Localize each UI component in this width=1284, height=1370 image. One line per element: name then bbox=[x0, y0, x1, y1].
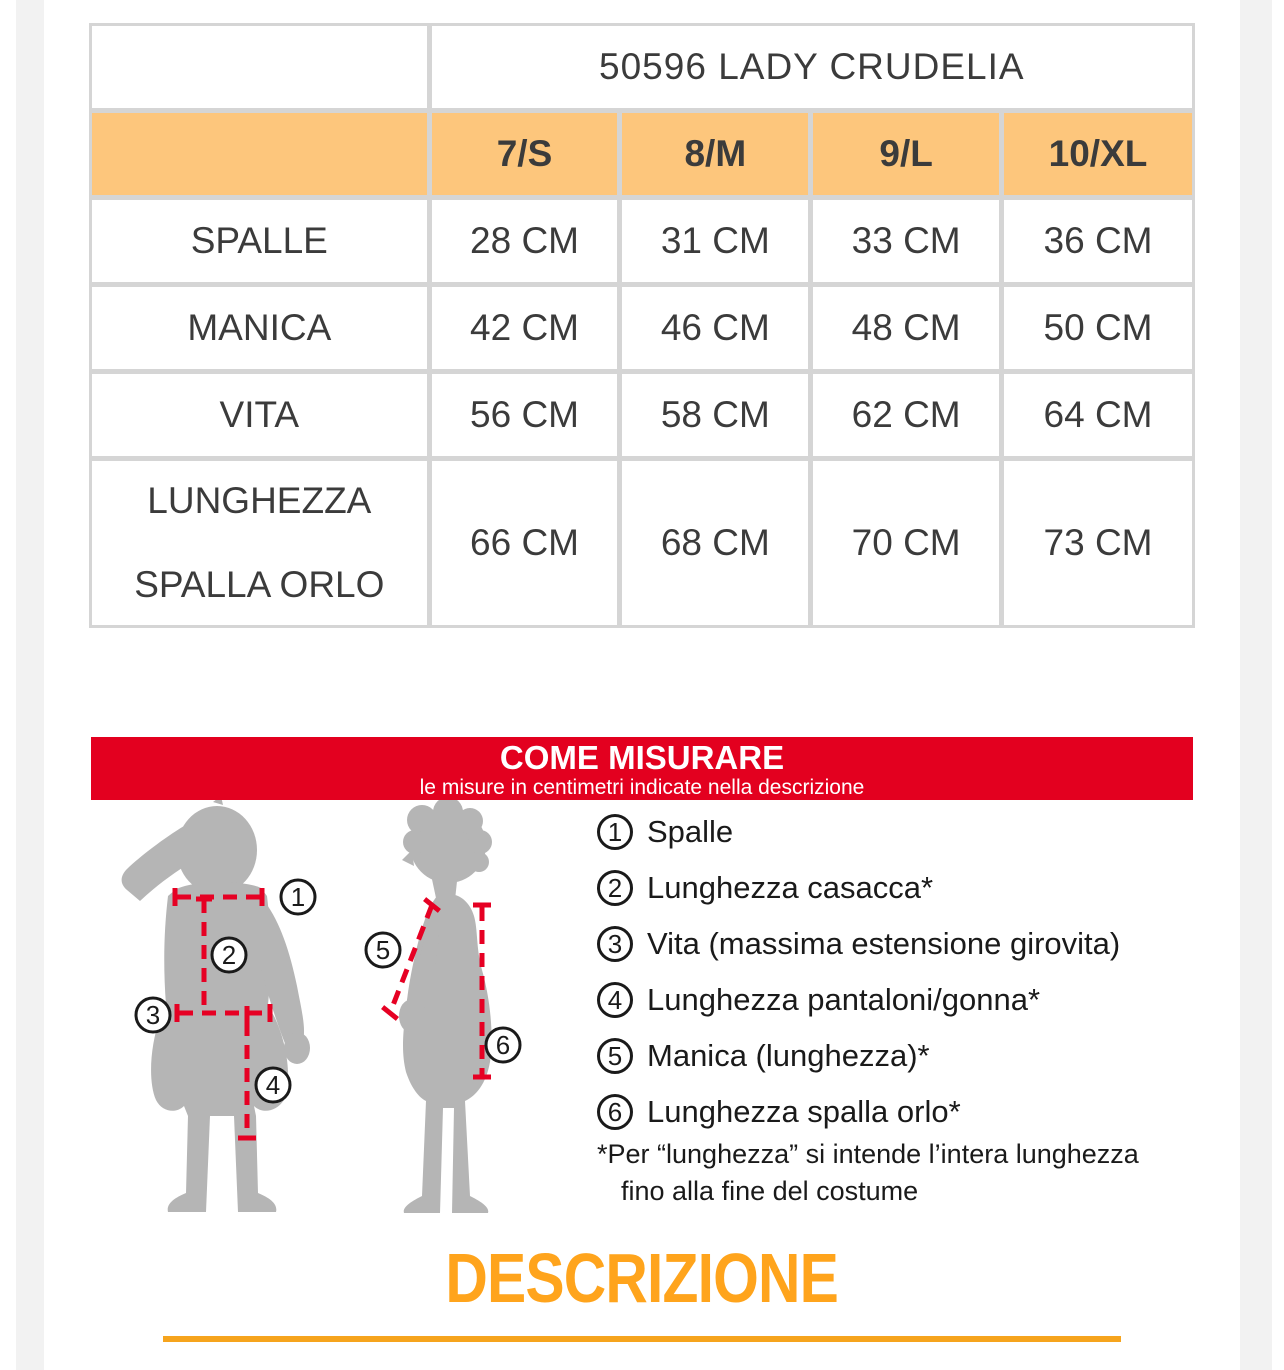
legend-item bbox=[597, 1092, 1120, 1132]
measurement-value: 62 CM bbox=[811, 372, 1002, 459]
measurement-value: 56 CM bbox=[429, 372, 620, 459]
table-row bbox=[91, 372, 1194, 459]
legend-number-circle: 3 bbox=[597, 926, 633, 962]
sizes-header-empty-cell bbox=[91, 111, 430, 198]
size-column-header: 8/M bbox=[620, 111, 811, 198]
how-to-measure-banner bbox=[91, 737, 1193, 800]
measurement-value: 33 CM bbox=[811, 198, 1002, 285]
measurement-value: 70 CM bbox=[811, 459, 1002, 627]
size-table bbox=[89, 23, 1195, 628]
footnote-line: fino alla fine del costume bbox=[621, 1176, 919, 1206]
table-row bbox=[91, 285, 1194, 372]
measurement-value: 73 CM bbox=[1002, 459, 1194, 627]
measurement-value: 36 CM bbox=[1002, 198, 1194, 285]
legend-number-circle: 1 bbox=[597, 814, 633, 850]
figure-marker-1: 1 bbox=[290, 882, 306, 912]
legend-item bbox=[597, 980, 1120, 1020]
measurement-value: 66 CM bbox=[429, 459, 620, 627]
row-label: SPALLE bbox=[91, 198, 430, 285]
measurement-value: 31 CM bbox=[620, 198, 811, 285]
figure-marker-3: 3 bbox=[145, 1000, 161, 1030]
figure-marker-2: 2 bbox=[221, 940, 237, 970]
measurement-value: 64 CM bbox=[1002, 372, 1194, 459]
legend-label: Lunghezza spalla orlo* bbox=[647, 1094, 961, 1129]
legend-item bbox=[597, 812, 1120, 852]
measurement-footnote bbox=[597, 1136, 1139, 1210]
measurement-value: 50 CM bbox=[1002, 285, 1194, 372]
legend-number-circle: 5 bbox=[597, 1038, 633, 1074]
measurement-value: 46 CM bbox=[620, 285, 811, 372]
legend-label: Vita (massima estensione girovita) bbox=[647, 926, 1121, 961]
description-divider bbox=[163, 1336, 1121, 1342]
girl-silhouette-figure bbox=[360, 800, 530, 1220]
figure-marker-5: 5 bbox=[375, 935, 391, 965]
measurement-value: 68 CM bbox=[620, 459, 811, 627]
table-corner-cell bbox=[91, 25, 430, 111]
size-column-header: 10/XL bbox=[1002, 111, 1194, 198]
legend-number-circle: 2 bbox=[597, 870, 633, 906]
measurement-legend bbox=[597, 812, 1120, 1132]
table-row bbox=[91, 198, 1194, 285]
description-heading: DESCRIZIONE bbox=[445, 1239, 839, 1317]
legend-item bbox=[597, 924, 1120, 964]
measurement-value: 48 CM bbox=[811, 285, 1002, 372]
banner-subtitle: le misure in centimetri indicate nella descrizione bbox=[419, 776, 865, 799]
measurement-value: 28 CM bbox=[429, 198, 620, 285]
banner-title: COME MISURARE bbox=[499, 739, 785, 776]
row-label: LUNGHEZZA SPALLA ORLO bbox=[91, 459, 430, 627]
figure-marker-4: 4 bbox=[265, 1070, 281, 1100]
legend-label: Lunghezza pantaloni/gonna* bbox=[647, 982, 1041, 1017]
size-column-header: 9/L bbox=[811, 111, 1002, 198]
boy-silhouette-figure bbox=[120, 800, 320, 1220]
legend-number-circle: 6 bbox=[597, 1094, 633, 1130]
legend-item bbox=[597, 868, 1120, 908]
row-label: MANICA bbox=[91, 285, 430, 372]
product-title: 50596 LADY CRUDELIA bbox=[429, 25, 1193, 111]
legend-label: Lunghezza casacca* bbox=[647, 870, 934, 905]
legend-item bbox=[597, 1036, 1120, 1076]
footnote-line: *Per “lunghezza” si intende l’intera lunghezza bbox=[597, 1139, 1139, 1169]
left-margin-strip bbox=[16, 0, 44, 1370]
measurement-value: 58 CM bbox=[620, 372, 811, 459]
measurement-value: 42 CM bbox=[429, 285, 620, 372]
figure-marker-6: 6 bbox=[495, 1030, 511, 1060]
right-margin-strip bbox=[1240, 0, 1272, 1370]
table-row bbox=[91, 459, 1194, 627]
legend-label: Manica (lunghezza)* bbox=[647, 1038, 930, 1073]
row-label: VITA bbox=[91, 372, 430, 459]
size-column-header: 7/S bbox=[429, 111, 620, 198]
legend-label: Spalle bbox=[647, 814, 734, 849]
legend-number-circle: 4 bbox=[597, 982, 633, 1018]
